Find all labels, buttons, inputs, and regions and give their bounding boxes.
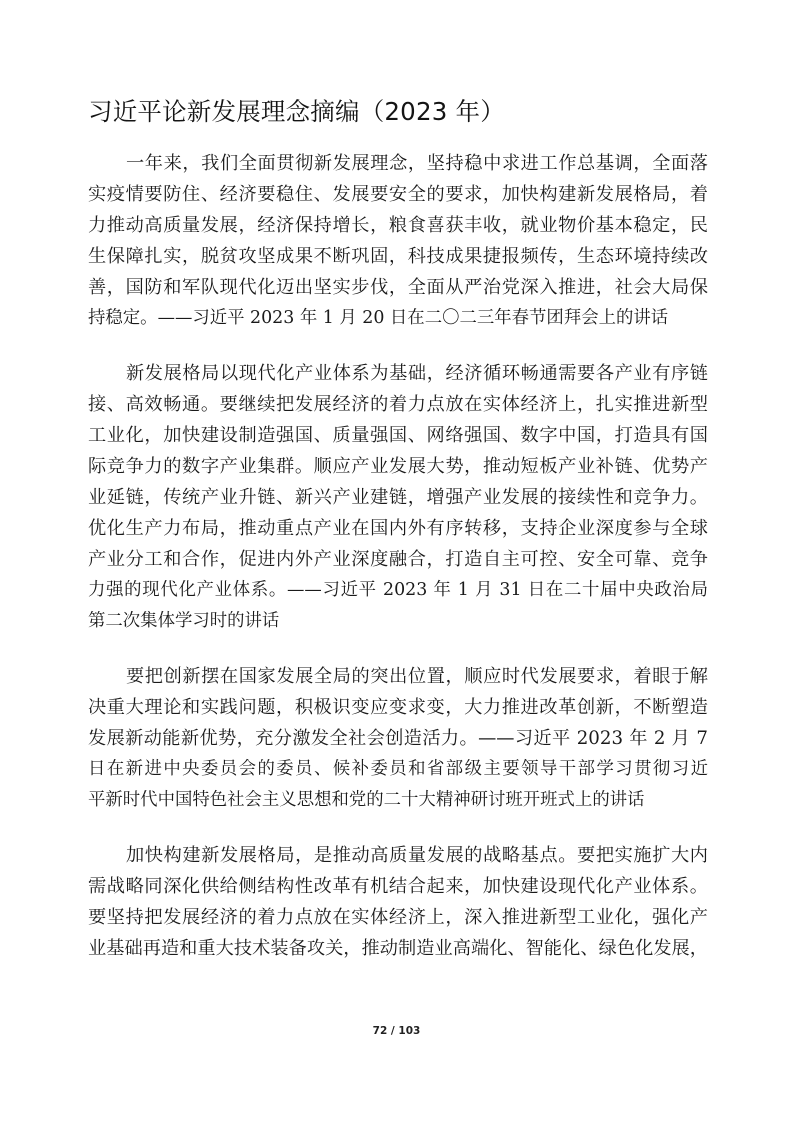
text-line: 工业化，加快建设制造强国、质量强国、网络强国、数字中国，打造具有国 (88, 425, 708, 446)
text-line: 加快构建新发展格局，是推动高质量发展的战略基点。要把实施扩大内 (126, 845, 708, 866)
text-line: 一年来，我们全面贯彻新发展理念，坚持稳中求进工作总基调，全面落 (126, 153, 708, 174)
text-line: 接、高效畅通。要继续把发展经济的着力点放在实体经济上，扎实推进新型 (88, 394, 708, 415)
document-title: 习近平论新发展理念摘编（2023 年） (88, 97, 505, 126)
document-body (88, 148, 708, 988)
text-line: 要坚持把发展经济的着力点放在实体经济上，深入推进新型工业化，强化产 (88, 907, 708, 928)
paragraph (88, 358, 708, 637)
text-line: 发展新动能新优势，充分激发全社会创造活力。——习近平 2023 年 2 月 7 (88, 728, 708, 749)
page-number: 72 / 103 (372, 1025, 421, 1037)
paragraph (88, 840, 708, 964)
text-line: 优化生产力布局，推动重点产业在国内外有序转移，支持企业深度参与全球 (88, 518, 708, 539)
source-citation-line: 平新时代中国特色社会主义思想和党的二十大精神研讨班开班式上的讲话 (88, 790, 645, 810)
text-line: 需战略同深化供给侧结构性改革有机结合起来，加快建设现代化产业体系。 (88, 876, 708, 897)
text-line: 业基础再造和重大技术装备攻关，推动制造业高端化、智能化、绿色化发展， (88, 938, 708, 959)
text-line: 决重大理论和实践问题，积极识变应变求变，大力推进改革创新，不断塑造 (88, 697, 708, 718)
text-line: 要把创新摆在国家发展全局的突出位置，顺应时代发展要求，着眼于解 (126, 666, 708, 687)
source-citation-line: 力强的现代化产业体系。——习近平 2023 年 1 月 31 日在二十届中央政治局 (88, 580, 708, 600)
text-line: 善，国防和军队现代化迈出坚实步伐，全面从严治党深入推进，社会大局保 (88, 277, 708, 298)
text-line: 业延链，传统产业升链、新兴产业建链，增强产业发展的接续性和竞争力。 (88, 487, 708, 508)
text-line: 际竞争力的数字产业集群。顺应产业发展大势，推动短板产业补链、优势产 (88, 456, 708, 477)
source-citation-line: 日在新进中央委员会的委员、候补委员和省部级主要领导干部学习贯彻习近 (88, 759, 708, 779)
text-line: 新发展格局以现代化产业体系为基础，经济循环畅通需要各产业有序链 (126, 363, 708, 384)
paragraph (88, 661, 708, 816)
text-line: 力推动高质量发展，经济保持增长，粮食喜获丰收，就业物价基本稳定，民 (88, 215, 708, 236)
text-line: 生保障扎实，脱贫攻坚成果不断巩固，科技成果捷报频传，生态环境持续改 (88, 246, 708, 267)
text-line: 实疫情要防住、经济要稳住、发展要安全的要求，加快构建新发展格局，着 (88, 184, 708, 205)
paragraph (88, 148, 708, 334)
text-line: 产业分工和合作，促进内外产业深度融合，打造自主可控、安全可靠、竞争 (88, 549, 708, 570)
source-citation-line: 第二次集体学习时的讲话 (88, 611, 280, 631)
source-citation-line: 持稳定。——习近平 2023 年 1 月 20 日在二〇二三年春节团拜会上的讲话 (88, 308, 669, 328)
